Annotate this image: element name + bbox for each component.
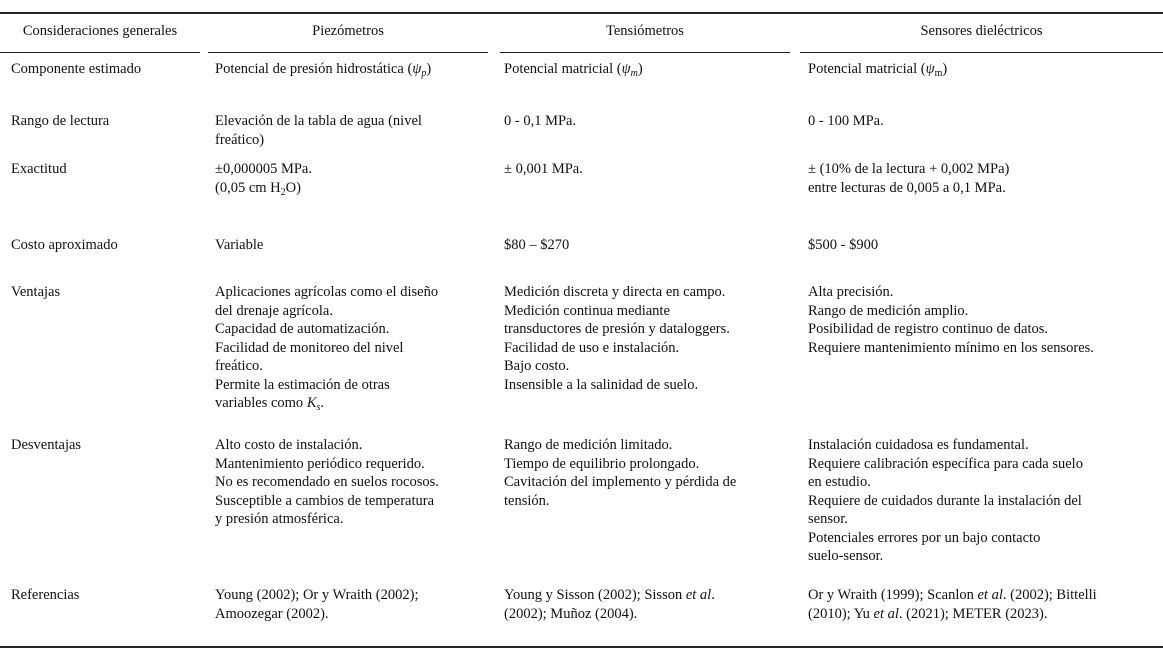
cell-line: Posibilidad de registro continuo de datos. [808, 321, 1049, 337]
cell-line: Tiempo de equilibrio prolongado. [504, 455, 700, 472]
cell-componente-tensiometros [504, 60, 643, 79]
cell-line: Medición discreta y directa en campo. [504, 284, 726, 300]
cell-line: Requiere calibración específica para cada suelo [808, 455, 1083, 472]
cell-line: ±0,000005 MPa. [215, 161, 312, 177]
cell-line: Young (2002); Or y Wraith (2002); [215, 587, 419, 603]
cell-exactitud-piezometros [215, 160, 312, 197]
cell-referencias-piezometros [215, 586, 418, 623]
header-tensiometros: Tensiómetros [606, 23, 684, 39]
cell-line: Rango de medición amplio. [808, 302, 969, 319]
cell-line: entre lecturas de 0,005 a 0,1 MPa. [808, 179, 1006, 196]
cell-line: Permite la estimación de otras [215, 376, 390, 393]
cell-desventajas-sensores [808, 436, 1083, 566]
row-label-rango: Rango de lectura [11, 113, 110, 129]
cell-line: ± (10% de la lectura + 0,002 MPa) [808, 161, 1010, 177]
cell-line: freático) [215, 131, 265, 148]
cell-line: Medición continua mediante [504, 302, 670, 319]
cell-line: ± 0,001 MPa. [504, 161, 583, 177]
row-label-desventajas: Desventajas [11, 437, 82, 453]
cell-line: Instalación cuidadosa es fundamental. [808, 437, 1029, 453]
cell-line: Potencial de presión hidrostática $(\psi_p)$ [215, 61, 432, 79]
cell-componente-piezometros [215, 60, 431, 79]
cell-line: (2010); Yu et al. (2021); METER (2023). [808, 605, 1048, 622]
cell-line: transductores de presión y dataloggers. [504, 321, 730, 337]
header-sensores: Sensores dieléctricos [920, 23, 1043, 39]
cell-line: Variable [215, 237, 264, 253]
row-label-referencias: Referencias [11, 587, 80, 603]
cell-line: Elevación de la tabla de agua (nivel [215, 113, 422, 129]
cell-line: Alta precisión. [808, 284, 894, 300]
cell-line: No es recomendado en suelos rocosos. [215, 474, 439, 490]
cell-line: Amoozegar (2002). [215, 605, 329, 622]
cell-line: Susceptible a cambios de temperatura [215, 492, 435, 509]
cell-line: y presión atmosférica. [215, 511, 344, 527]
header-rule-col1 [0, 52, 200, 53]
cell-line: $500 - $900 [808, 237, 879, 253]
cell-line: Or y Wraith (1999); Scanlon et al. (2002); Bittelli [808, 587, 1097, 603]
header-rule-col3 [500, 52, 790, 53]
cell-line: variables como $K_s$. [215, 395, 325, 413]
cell-line: Mantenimiento periódico requerido. [215, 455, 425, 472]
cell-line: 0 - 0,1 MPa. [504, 113, 577, 129]
cell-line: Alto costo de instalación. [215, 437, 363, 453]
cell-line: tensión. [504, 492, 550, 509]
cell-line: 0 - 100 MPa. [808, 113, 884, 129]
cell-exactitud-sensores [808, 160, 1009, 197]
cell-rango-tensiometros [504, 112, 576, 131]
cell-desventajas-tensiometros [504, 436, 736, 510]
cell-referencias-sensores [808, 586, 1097, 623]
cell-line: Requiere de cuidados durante la instalación del [808, 492, 1082, 509]
row-label-exactitud: Exactitud [11, 161, 67, 177]
cell-line: Potencial matricial $(\psi_m)$ [808, 61, 948, 79]
row-label-costo: Costo aproximado [11, 237, 118, 253]
cell-ventajas-piezometros [215, 283, 438, 413]
cell-line: Cavitación del implemento y pérdida de [504, 474, 737, 490]
cell-line: Bajo costo. [504, 358, 570, 374]
cell-line: (2002); Muñoz (2004). [504, 605, 638, 622]
cell-costo-tensiometros [504, 236, 569, 255]
cell-referencias-tensiometros [504, 586, 715, 623]
cell-ventajas-sensores [808, 283, 1094, 357]
cell-ventajas-tensiometros [504, 283, 730, 394]
cell-line: Potencial matricial $(\psi_m)$ [504, 61, 643, 79]
cell-line: Facilidad de uso e instalación. [504, 339, 680, 356]
bottom-rule [0, 646, 1163, 648]
cell-line: Young y Sisson (2002); Sisson et al. [504, 587, 715, 603]
cell-rango-sensores [808, 112, 884, 131]
cell-costo-piezometros [215, 236, 263, 255]
cell-line: Facilidad de monitoreo del nivel [215, 339, 404, 356]
cell-line: en estudio. [808, 474, 871, 490]
top-rule [0, 12, 1163, 14]
row-label-componente: Componente estimado [11, 61, 142, 77]
cell-line: suelo-sensor. [808, 548, 884, 564]
header-piezometros: Piezómetros [312, 23, 384, 39]
row-label-ventajas: Ventajas [11, 284, 61, 300]
cell-desventajas-piezometros [215, 436, 439, 529]
cell-line: $80 – $270 [504, 237, 570, 253]
cell-line: Aplicaciones agrícolas como el diseño [215, 284, 439, 300]
cell-line: Potenciales errores por un bajo contacto [808, 529, 1041, 546]
header-rule-col2 [208, 52, 488, 53]
cell-line: Rango de medición limitado. [504, 437, 673, 453]
cell-componente-sensores [808, 60, 947, 79]
cell-exactitud-tensiometros [504, 160, 583, 179]
cell-costo-sensores [808, 236, 878, 255]
cell-rango-piezometros [215, 112, 422, 149]
cell-line: Requiere mantenimiento mínimo en los sensores. [808, 339, 1094, 356]
header-consideraciones: Consideraciones generales [22, 23, 178, 39]
cell-line: Capacidad de automatización. [215, 321, 390, 337]
header-rule-col4 [800, 52, 1163, 53]
cell-line: del drenaje agrícola. [215, 302, 333, 319]
cell-line: freático. [215, 358, 263, 374]
cell-line: Insensible a la salinidad de suelo. [504, 376, 699, 393]
cell-line: (0,05 cm $H_2O$) [215, 179, 301, 198]
cell-line: sensor. [808, 511, 848, 527]
